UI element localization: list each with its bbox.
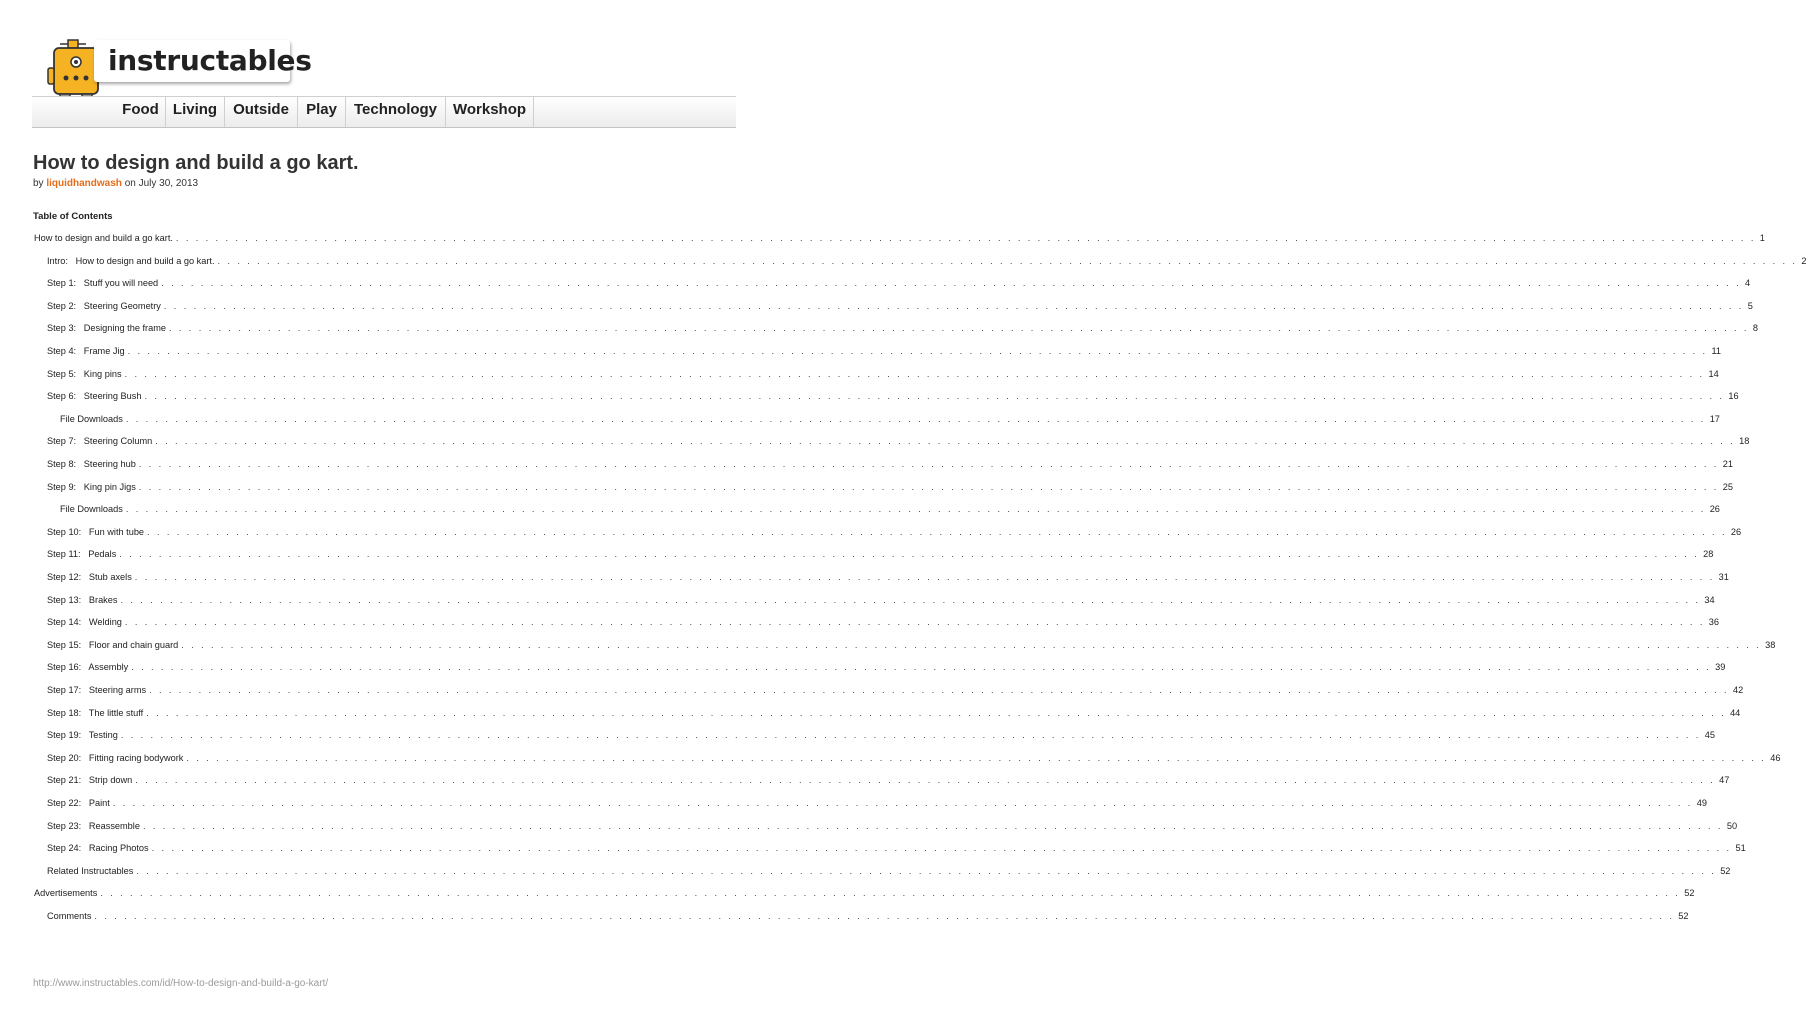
toc-dot-leader: . . . . . . . . . . . . . . . . . . . . . . . . . . . . . . . . . . . . . . . . . . . . . . . . . . . . . . . . . . . . . . . . . . . . . . . . . . . . . . . . . . . . . . . . . . . . . . . . . . . . . . . . . . . . . . . . . . . . . . . . . . . . . . . . . . . . . . . . . . . . . . . . . . . . . . . . . . . . . . . .	[125, 413, 1706, 424]
nav-play[interactable]: Play	[298, 97, 346, 127]
toc-entry[interactable]	[47, 796, 1707, 810]
nav-workshop[interactable]: Workshop	[446, 97, 534, 127]
toc-entry-label: Step 18: The little stuff	[47, 707, 144, 718]
toc-entry-page: 18	[1739, 436, 1750, 447]
toc-entry-page: 51	[1735, 843, 1746, 854]
toc-entry-page: 8	[1752, 323, 1758, 334]
toc-entry-label: Step 16: Assembly	[47, 662, 129, 673]
toc-entry-page: 14	[1708, 368, 1719, 379]
toc-entry[interactable]	[34, 231, 1765, 245]
toc-entry-page: 1	[1759, 233, 1765, 243]
toc-entry-label: Step 1: Stuff you will need	[47, 278, 159, 289]
toc-entry-label: Step 2: Steering Geometry	[47, 300, 161, 311]
toc-dot-leader: . . . . . . . . . . . . . . . . . . . . . . . . . . . . . . . . . . . . . . . . . . . . . . . . . . . . . . . . . . . . . . . . . . . . . . . . . . . . . . . . . . . . . . . . . . . . . . . . . . . . . . . . . . . . . . . . . . . . . . . . . . . . . . . . . . . . . . . . . . . . . . . . . . . . . . . . . . . . . . . .	[161, 278, 1742, 289]
toc-dot-leader: . . . . . . . . . . . . . . . . . . . . . . . . . . . . . . . . . . . . . . . . . . . . . . . . . . . . . . . . . . . . . . . . . . . . . . . . . . . . . . . . . . . . . . . . . . . . . . . . . . . . . . . . . . . . . . . . . . . . . . . . . . . . . . . . . . . . . . . . . . . . . . . . . . . . . . . . . . . . . . . .	[136, 865, 1717, 876]
site-header	[0, 0, 768, 130]
toc-entry[interactable]	[47, 683, 1744, 697]
toc-entry[interactable]	[47, 547, 1714, 561]
toc-entry-label: How to design and build a go kart.	[34, 233, 173, 243]
toc-entry[interactable]	[34, 886, 1695, 900]
toc-entry[interactable]	[47, 909, 1689, 923]
toc-dot-leader: . . . . . . . . . . . . . . . . . . . . . . . . . . . . . . . . . . . . . . . . . . . . . . . . . . . . . . . . . . . . . . . . . . . . . . . . . . . . . . . . . . . . . . . . . . . . . . . . . . . . . . . . . . . . . . . . . . . . . . . . . . . . . . . . . . . . . . . . . . . . . . . . . . . . . . . . . . . . . . . .	[217, 255, 1798, 266]
toc-entry[interactable]	[47, 706, 1741, 720]
toc-entry-page: 2	[1801, 255, 1807, 266]
toc-dot-leader: . . . . . . . . . . . . . . . . . . . . . . . . . . . . . . . . . . . . . . . . . . . . . . . . . . . . . . . . . . . . . . . . . . . . . . . . . . . . . . . . . . . . . . . . . . . . . . . . . . . . . . . . . . . . . . . . . . . . . . . . . . . . . . . . . . . . . . . . . . . . . . . . . . . . . . . . . . . . . . . .	[142, 820, 1723, 831]
toc-entry[interactable]	[47, 299, 1753, 313]
toc-entry-label: Step 15: Floor and chain guard	[47, 639, 179, 650]
toc-dot-leader: . . . . . . . . . . . . . . . . . . . . . . . . . . . . . . . . . . . . . . . . . . . . . . . . . . . . . . . . . . . . . . . . . . . . . . . . . . . . . . . . . . . . . . . . . . . . . . . . . . . . . . . . . . . . . . . . . . . . . . . . . . . . . . . . . . . . . . . . . . . . . . . . . . . . . . . . . . . . . . . .	[134, 572, 1715, 582]
toc-entry-label: Step 19: Testing	[47, 730, 118, 741]
toc-entry-page: 21	[1722, 459, 1733, 469]
nav-outside[interactable]: Outside	[225, 97, 298, 127]
toc-dot-leader: . . . . . . . . . . . . . . . . . . . . . . . . . . . . . . . . . . . . . . . . . . . . . . . . . . . . . . . . . . . . . . . . . . . . . . . . . . . . . . . . . . . . . . . . . . . . . . . . . . . . . . . . . . . . . . . . . . . . . . . . . . . . . . . . . . . . . . . . . . . . . . . . . . . . . . . . . . . . . . . .	[155, 436, 1736, 447]
toc-entry-label: Step 7: Steering Column	[47, 436, 153, 447]
category-navbar	[32, 96, 736, 128]
toc-entry-label: Step 12: Stub axels	[47, 572, 132, 582]
toc-entry-label: Step 9: King pin Jigs	[47, 481, 136, 492]
toc-entry-page: 39	[1715, 662, 1726, 673]
toc-dot-leader: . . . . . . . . . . . . . . . . . . . . . . . . . . . . . . . . . . . . . . . . . . . . . . . . . . . . . . . . . . . . . . . . . . . . . . . . . . . . . . . . . . . . . . . . . . . . . . . . . . . . . . . . . . . . . . . . . . . . . . . . . . . . . . . . . . . . . . . . . . . . . . . . . . . . . . . . . . . . . . . .	[149, 685, 1729, 695]
toc-entry-page: 16	[1728, 391, 1739, 402]
publish-date: on July 30, 2013	[124, 178, 199, 189]
toc-entry-label: Step 3: Designing the frame	[47, 323, 166, 334]
toc-entry[interactable]	[47, 344, 1722, 358]
toc-entry-page: 25	[1722, 481, 1733, 492]
toc-entry-page: 17	[1709, 413, 1720, 424]
toc-entry-label: Step 13: Brakes	[47, 594, 118, 605]
toc-dot-leader: . . . . . . . . . . . . . . . . . . . . . . . . . . . . . . . . . . . . . . . . . . . . . . . . . . . . . . . . . . . . . . . . . . . . . . . . . . . . . . . . . . . . . . . . . . . . . . . . . . . . . . . . . . . . . . . . . . . . . . . . . . . . . . . . . . . . . . . . . . . . . . . . . . . . . . . . . . . . . . . .	[135, 775, 1716, 786]
nav-food[interactable]: Food	[116, 97, 166, 127]
toc-dot-leader: . . . . . . . . . . . . . . . . . . . . . . . . . . . . . . . . . . . . . . . . . . . . . . . . . . . . . . . . . . . . . . . . . . . . . . . . . . . . . . . . . . . . . . . . . . . . . . . . . . . . . . . . . . . . . . . . . . . . . . . . . . . . . . . . . . . . . . . . . . . . . . . . . . . . . . . . . . . . . . . .	[124, 368, 1705, 379]
toc-entry-label: Step 22: Paint	[47, 798, 110, 808]
toc-dot-leader: . . . . . . . . . . . . . . . . . . . . . . . . . . . . . . . . . . . . . . . . . . . . . . . . . . . . . . . . . . . . . . . . . . . . . . . . . . . . . . . . . . . . . . . . . . . . . . . . . . . . . . . . . . . . . . . . . . . . . . . . . . . . . . . . . . . . . . . . . . . . . . . . . . . . . . . . . . . . . . . .	[169, 323, 1749, 334]
toc-entry[interactable]	[47, 457, 1733, 471]
toc-entry-label: Step 23: Reassemble	[47, 820, 140, 831]
toc-entry-page: 44	[1730, 707, 1741, 718]
toc-entry-label: Step 20: Fitting racing bodywork	[47, 752, 184, 763]
toc-entry[interactable]	[47, 728, 1715, 742]
toc-entry-page: 46	[1770, 752, 1781, 763]
toc-entry[interactable]	[47, 254, 1807, 268]
toc-entry[interactable]	[47, 841, 1746, 855]
toc-entry[interactable]	[47, 773, 1730, 787]
toc-entry-page: 47	[1719, 775, 1730, 786]
toc-entry-page: 50	[1726, 820, 1738, 831]
toc-entry-label: Step 4: Frame Jig	[47, 346, 125, 356]
nav-technology[interactable]: Technology	[346, 97, 446, 127]
toc-dot-leader: . . . . . . . . . . . . . . . . . . . . . . . . . . . . . . . . . . . . . . . . . . . . . . . . . . . . . . . . . . . . . . . . . . . . . . . . . . . . . . . . . . . . . . . . . . . . . . . . . . . . . . . . . . . . . . . . . . . . . . . . . . . . . . . . . . . . . . . . . . . . . . . . . . . . . . . . . . . . . . . .	[120, 730, 1701, 741]
toc-entry[interactable]	[47, 593, 1715, 607]
toc-entry-label: Related Instructables	[47, 865, 134, 876]
toc-entry[interactable]	[47, 864, 1731, 878]
toc-dot-leader: . . . . . . . . . . . . . . . . . . . . . . . . . . . . . . . . . . . . . . . . . . . . . . . . . . . . . . . . . . . . . . . . . . . . . . . . . . . . . . . . . . . . . . . . . . . . . . . . . . . . . . . . . . . . . . . . . . . . . . . . . . . . . . . . . . . . . . . . . . . . . . . . . . . . . . . . . . . . . . . .	[124, 617, 1705, 628]
toc-entry[interactable]	[47, 321, 1758, 335]
toc-entry[interactable]	[60, 412, 1720, 426]
toc-entry[interactable]	[47, 367, 1719, 381]
toc-entry-label: Step 17: Steering arms	[47, 685, 147, 695]
toc-entry-label: Step 8: Steering hub	[47, 459, 136, 469]
toc-entry-page: 26	[1709, 504, 1720, 515]
toc-dot-leader: . . . . . . . . . . . . . . . . . . . . . . . . . . . . . . . . . . . . . . . . . . . . . . . . . . . . . . . . . . . . . . . . . . . . . . . . . . . . . . . . . . . . . . . . . . . . . . . . . . . . . . . . . . . . . . . . . . . . . . . . . . . . . . . . . . . . . . . . . . . . . . . . . . . . . . . . . . . . . . . .	[119, 549, 1700, 560]
toc-dot-leader: . . . . . . . . . . . . . . . . . . . . . . . . . . . . . . . . . . . . . . . . . . . . . . . . . . . . . . . . . . . . . . . . . . . . . . . . . . . . . . . . . . . . . . . . . . . . . . . . . . . . . . . . . . . . . . . . . . . . . . . . . . . . . . . . . . . . . . . . . . . . . . . . . . . . . . . . . . . . . . . .	[186, 752, 1767, 763]
toc-dot-leader: . . . . . . . . . . . . . . . . . . . . . . . . . . . . . . . . . . . . . . . . . . . . . . . . . . . . . . . . . . . . . . . . . . . . . . . . . . . . . . . . . . . . . . . . . . . . . . . . . . . . . . . . . . . . . . . . . . . . . . . . . . . . . . . . . . . . . . . . . . . . . . . . . . . . . . . . . . . . . . . .	[100, 888, 1681, 899]
toc-entry[interactable]	[47, 480, 1733, 494]
toc-dot-leader: . . . . . . . . . . . . . . . . . . . . . . . . . . . . . . . . . . . . . . . . . . . . . . . . . . . . . . . . . . . . . . . . . . . . . . . . . . . . . . . . . . . . . . . . . . . . . . . . . . . . . . . . . . . . . . . . . . . . . . . . . . . . . . . . . . . . . . . . . . . . . . . . . . . . . . . . . . . . . . . .	[94, 911, 1675, 921]
toc-entry[interactable]	[47, 570, 1729, 584]
toc-entry-page: 5	[1747, 300, 1753, 311]
toc-entry[interactable]	[60, 502, 1720, 516]
toc-entry[interactable]	[47, 638, 1776, 652]
toc-entry-page: 49	[1696, 798, 1707, 808]
toc-entry-label: Step 24: Racing Photos	[47, 843, 149, 854]
toc-entry[interactable]	[47, 276, 1751, 290]
nav-living[interactable]: Living	[166, 97, 225, 127]
toc-entry-label: File Downloads	[60, 504, 123, 515]
toc-entry[interactable]	[47, 819, 1738, 833]
toc-dot-leader: . . . . . . . . . . . . . . . . . . . . . . . . . . . . . . . . . . . . . . . . . . . . . . . . . . . . . . . . . . . . . . . . . . . . . . . . . . . . . . . . . . . . . . . . . . . . . . . . . . . . . . . . . . . . . . . . . . . . . . . . . . . . . . . . . . . . . . . . . . . . . . . . . . . . . . . . . . . . . . . .	[125, 504, 1706, 515]
toc-entry-page: 28	[1703, 549, 1714, 560]
toc-dot-leader: . . . . . . . . . . . . . . . . . . . . . . . . . . . . . . . . . . . . . . . . . . . . . . . . . . . . . . . . . . . . . . . . . . . . . . . . . . . . . . . . . . . . . . . . . . . . . . . . . . . . . . . . . . . . . . . . . . . . . . . . . . . . . . . . . . . . . . . . . . . . . . . . . . . . . . . . . . . . . . . .	[120, 594, 1701, 605]
toc-entry[interactable]	[47, 751, 1781, 765]
toc-entry[interactable]	[47, 660, 1726, 674]
footer-url[interactable]: http://www.instructables.com/id/How-to-design-and-build-a-go-kart/	[33, 978, 329, 989]
toc-entry-label: Intro: How to design and build a go kart.	[47, 255, 215, 266]
toc-dot-leader: . . . . . . . . . . . . . . . . . . . . . . . . . . . . . . . . . . . . . . . . . . . . . . . . . . . . . . . . . . . . . . . . . . . . . . . . . . . . . . . . . . . . . . . . . . . . . . . . . . . . . . . . . . . . . . . . . . . . . . . . . . . . . . . . . . . . . . . . . . . . . . . . . . . . . . . . . . . . . . . .	[144, 391, 1725, 402]
toc-entry-label: Step 6: Steering Bush	[47, 391, 142, 402]
toc-entry-page: 34	[1704, 594, 1715, 605]
toc-entry[interactable]	[47, 615, 1720, 629]
toc-entry-page: 26	[1730, 526, 1742, 537]
page-title: How to design and build a go kart.	[33, 152, 359, 174]
toc-entry-page: 31	[1718, 572, 1729, 582]
toc-dot-leader: . . . . . . . . . . . . . . . . . . . . . . . . . . . . . . . . . . . . . . . . . . . . . . . . . . . . . . . . . . . . . . . . . . . . . . . . . . . . . . . . . . . . . . . . . . . . . . . . . . . . . . . . . . . . . . . . . . . . . . . . . . . . . . . . . . . . . . . . . . . . . . . . . . . . . . . . . . . . . . . .	[181, 639, 1762, 650]
toc-heading: Table of Contents	[33, 211, 113, 222]
toc-entry-label: Step 21: Strip down	[47, 775, 133, 786]
toc-dot-leader: . . . . . . . . . . . . . . . . . . . . . . . . . . . . . . . . . . . . . . . . . . . . . . . . . . . . . . . . . . . . . . . . . . . . . . . . . . . . . . . . . . . . . . . . . . . . . . . . . . . . . . . . . . . . . . . . . . . . . . . . . . . . . . . . . . . . . . . . . . . . . . . . . . . . . . . . . . . . . . . .	[163, 300, 1744, 311]
toc-dot-leader: . . . . . . . . . . . . . . . . . . . . . . . . . . . . . . . . . . . . . . . . . . . . . . . . . . . . . . . . . . . . . . . . . . . . . . . . . . . . . . . . . . . . . . . . . . . . . . . . . . . . . . . . . . . . . . . . . . . . . . . . . . . . . . . . . . . . . . . . . . . . . . . . . . . . . . . . . . . . . . . .	[127, 346, 1708, 356]
toc-entry[interactable]	[47, 389, 1739, 403]
toc-entry-page: 11	[1711, 346, 1722, 356]
byline-by: by	[33, 178, 44, 189]
toc-entry-label: Step 11: Pedals	[47, 549, 117, 560]
logo-text[interactable]: instructables	[108, 44, 312, 77]
toc-entry-page: 52	[1720, 865, 1731, 876]
toc-dot-leader: . . . . . . . . . . . . . . . . . . . . . . . . . . . . . . . . . . . . . . . . . . . . . . . . . . . . . . . . . . . . . . . . . . . . . . . . . . . . . . . . . . . . . . . . . . . . . . . . . . . . . . . . . . . . . . . . . . . . . . . . . . . . . . . . . . . . . . . . . . . . . . . . . . . . . . . . . . . . . . . .	[175, 233, 1756, 243]
toc-dot-leader: . . . . . . . . . . . . . . . . . . . . . . . . . . . . . . . . . . . . . . . . . . . . . . . . . . . . . . . . . . . . . . . . . . . . . . . . . . . . . . . . . . . . . . . . . . . . . . . . . . . . . . . . . . . . . . . . . . . . . . . . . . . . . . . . . . . . . . . . . . . . . . . . . . . . . . . . . . . . . . . .	[131, 662, 1712, 673]
toc-dot-leader: . . . . . . . . . . . . . . . . . . . . . . . . . . . . . . . . . . . . . . . . . . . . . . . . . . . . . . . . . . . . . . . . . . . . . . . . . . . . . . . . . . . . . . . . . . . . . . . . . . . . . . . . . . . . . . . . . . . . . . . . . . . . . . . . . . . . . . . . . . . . . . . . . . . . . . . . . . . . . . . .	[151, 843, 1732, 854]
toc-entry-label: Step 14: Welding	[47, 617, 122, 628]
toc-entry[interactable]	[47, 434, 1750, 448]
toc-entry[interactable]	[47, 525, 1742, 539]
toc-entry-label: Advertisements	[34, 888, 98, 899]
byline	[33, 178, 198, 190]
toc-entry-page: 36	[1708, 617, 1720, 628]
toc-dot-leader: . . . . . . . . . . . . . . . . . . . . . . . . . . . . . . . . . . . . . . . . . . . . . . . . . . . . . . . . . . . . . . . . . . . . . . . . . . . . . . . . . . . . . . . . . . . . . . . . . . . . . . . . . . . . . . . . . . . . . . . . . . . . . . . . . . . . . . . . . . . . . . . . . . . . . . . . . . . . . . . .	[138, 459, 1719, 469]
toc-dot-leader: . . . . . . . . . . . . . . . . . . . . . . . . . . . . . . . . . . . . . . . . . . . . . . . . . . . . . . . . . . . . . . . . . . . . . . . . . . . . . . . . . . . . . . . . . . . . . . . . . . . . . . . . . . . . . . . . . . . . . . . . . . . . . . . . . . . . . . . . . . . . . . . . . . . . . . . . . . . . . . . .	[147, 526, 1727, 537]
toc-entry-label: Step 10: Fun with tube	[47, 526, 145, 537]
toc-entry-label: Step 5: King pins	[47, 368, 122, 379]
toc-dot-leader: . . . . . . . . . . . . . . . . . . . . . . . . . . . . . . . . . . . . . . . . . . . . . . . . . . . . . . . . . . . . . . . . . . . . . . . . . . . . . . . . . . . . . . . . . . . . . . . . . . . . . . . . . . . . . . . . . . . . . . . . . . . . . . . . . . . . . . . . . . . . . . . . . . . . . . . . . . . . . . . .	[146, 707, 1727, 718]
author-link[interactable]: liquidhandwash	[46, 178, 122, 189]
toc-dot-leader: . . . . . . . . . . . . . . . . . . . . . . . . . . . . . . . . . . . . . . . . . . . . . . . . . . . . . . . . . . . . . . . . . . . . . . . . . . . . . . . . . . . . . . . . . . . . . . . . . . . . . . . . . . . . . . . . . . . . . . . . . . . . . . . . . . . . . . . . . . . . . . . . . . . . . . . . . . . . . . . .	[138, 481, 1719, 492]
toc-entry-page: 45	[1704, 730, 1715, 741]
toc-entry-page: 4	[1745, 278, 1751, 289]
toc-entry-label: File Downloads	[60, 413, 123, 424]
toc-entry-page: 52	[1684, 888, 1695, 899]
toc-entry-label: Comments	[47, 911, 92, 921]
toc-entry-page: 38	[1765, 639, 1776, 650]
toc-entry-page: 52	[1678, 911, 1689, 921]
toc-entry-page: 42	[1732, 685, 1744, 695]
toc-dot-leader: . . . . . . . . . . . . . . . . . . . . . . . . . . . . . . . . . . . . . . . . . . . . . . . . . . . . . . . . . . . . . . . . . . . . . . . . . . . . . . . . . . . . . . . . . . . . . . . . . . . . . . . . . . . . . . . . . . . . . . . . . . . . . . . . . . . . . . . . . . . . . . . . . . . . . . . . . . . . . . . .	[112, 798, 1693, 808]
